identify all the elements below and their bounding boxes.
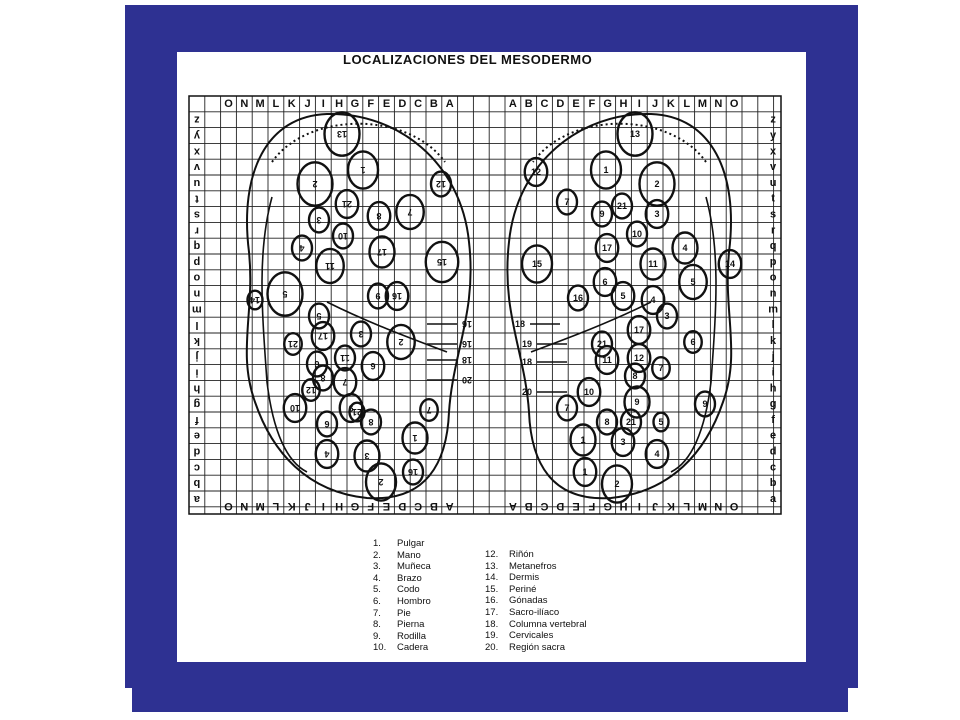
zone-number-left: 1 — [360, 165, 366, 175]
zone-number-right: 12 — [530, 167, 542, 177]
zone-number-right: 7 — [564, 197, 570, 207]
column-letter-bottom-left: L — [272, 500, 280, 513]
zone-number-left: 2 — [398, 337, 404, 347]
legend-label: Pie — [397, 607, 411, 619]
row-letter-right: q — [769, 240, 777, 253]
arrow-label-right: 18 — [514, 319, 526, 329]
row-letter-left: k — [193, 334, 200, 347]
legend-number: 19. — [485, 630, 499, 642]
column-letter-top-right: J — [652, 97, 659, 110]
zone-number-right: 13 — [629, 129, 641, 139]
legend-number: 3. — [373, 561, 381, 573]
column-letter-bottom-right: E — [572, 500, 580, 513]
column-letter-top-left: E — [382, 97, 391, 110]
zone-number-left: 11 — [325, 261, 335, 271]
zone-number-left: 2 — [378, 477, 384, 487]
row-letter-left: f — [195, 413, 199, 426]
zone-number-right: 11 — [602, 355, 612, 365]
row-letter-left: e — [193, 429, 200, 442]
legend-label: Riñón — [509, 549, 534, 560]
column-letter-top-right: I — [637, 97, 641, 110]
zone-number-left: 10 — [289, 403, 301, 413]
column-letter-top-right: L — [683, 97, 691, 110]
column-letter-top-right: O — [729, 97, 739, 110]
legend-number: 7. — [373, 607, 381, 619]
row-letter-left: g — [193, 398, 201, 411]
column-letter-top-right: E — [572, 97, 580, 110]
column-letter-bottom-left: E — [382, 500, 391, 513]
legend-item — [485, 549, 587, 561]
column-letter-bottom-left: I — [321, 500, 325, 513]
legend-number: 6. — [373, 595, 381, 607]
row-letter-left: l — [195, 319, 199, 332]
zone-number-right: 9 — [634, 397, 640, 407]
zone-number-left: 17 — [376, 247, 388, 257]
arrow-label-right: 19 — [521, 339, 533, 349]
row-letter-left: y — [193, 129, 200, 142]
zone-number-left: 4 — [324, 449, 330, 459]
legend-item — [373, 573, 431, 585]
column-letter-top-left: D — [398, 97, 407, 110]
row-letter-right: y — [770, 129, 777, 142]
row-letter-right: f — [771, 413, 775, 426]
zone-number-left: 6 — [314, 359, 320, 369]
zone-number-right: 3 — [664, 311, 670, 321]
legend-number: 15. — [485, 583, 499, 595]
column-letter-top-right: B — [524, 97, 533, 110]
zone-number-right: 1 — [582, 467, 588, 477]
zone-number-right: 3 — [620, 437, 626, 447]
column-letter-bottom-right: H — [619, 500, 628, 513]
column-letter-top-right: K — [666, 97, 675, 110]
column-letter-top-right: N — [714, 97, 723, 110]
legend-label: Pulgar — [397, 538, 425, 549]
column-letter-bottom-left: G — [350, 500, 360, 513]
row-letter-right: g — [769, 398, 777, 411]
zone-number-right: 1 — [580, 435, 586, 445]
row-letter-right: d — [769, 445, 777, 458]
zone-number-left: 8 — [376, 211, 382, 221]
column-letter-bottom-left: F — [367, 500, 375, 513]
legend-column-right — [485, 549, 587, 653]
zone-number-right: 4 — [682, 243, 688, 253]
legend-number: 1. — [373, 538, 381, 549]
row-letter-left: p — [193, 255, 201, 268]
legend-item — [485, 584, 587, 596]
zone-number-right: 21 — [596, 339, 608, 349]
column-letter-bottom-left: D — [398, 500, 407, 513]
arrow-label-left: 20 — [461, 375, 473, 385]
row-letter-left: s — [193, 208, 200, 221]
row-letter-left: z — [194, 113, 200, 126]
column-letter-bottom-left: H — [335, 500, 344, 513]
legend-number: 20. — [485, 641, 499, 653]
row-letter-left: r — [194, 224, 200, 237]
zone-number-left: 16 — [407, 467, 419, 477]
column-letter-bottom-left: J — [304, 500, 311, 513]
legend-label: Región sacra — [509, 641, 565, 653]
row-letter-right: u — [769, 176, 777, 189]
legend-number: 5. — [373, 584, 381, 596]
legend-number: 13. — [485, 560, 499, 572]
zone-number-left: 7 — [407, 207, 413, 217]
row-letter-left: x — [193, 145, 200, 158]
column-letter-top-left: F — [367, 97, 375, 110]
column-letter-top-left: M — [255, 97, 265, 110]
row-letter-right: b — [769, 477, 777, 490]
legend-label: Periné — [509, 583, 537, 595]
row-letter-right: n — [769, 287, 777, 300]
legend-item — [373, 608, 431, 620]
column-letter-top-right: D — [556, 97, 565, 110]
zone-number-left: 21 — [287, 339, 299, 349]
zone-number-left: 1 — [412, 433, 418, 443]
column-letter-bottom-right: F — [588, 500, 596, 513]
zone-number-right: 12 — [633, 353, 645, 363]
column-letter-bottom-right: L — [683, 500, 691, 513]
legend-item — [485, 607, 587, 619]
legend-item — [373, 619, 431, 631]
legend-label: Muñeca — [397, 561, 431, 573]
column-letter-bottom-right: M — [697, 500, 708, 513]
legend-label: Pierna — [397, 619, 425, 631]
legend-number: 9. — [373, 630, 381, 642]
row-letter-right: t — [771, 192, 775, 205]
column-letter-bottom-left: N — [240, 500, 249, 513]
zone-number-left: 16 — [391, 291, 403, 301]
zone-number-right: 7 — [564, 403, 570, 413]
row-letter-left: u — [193, 176, 201, 189]
zone-number-right: 11 — [648, 259, 658, 269]
zone-number-left: 12 — [305, 385, 317, 395]
legend-item — [373, 538, 431, 550]
legend-label: Columna vertebral — [509, 618, 587, 630]
legend-label: Brazo — [397, 572, 422, 584]
zone-number-left: 3 — [316, 215, 322, 225]
column-letter-top-left: B — [429, 97, 438, 110]
column-letter-top-right: F — [588, 97, 596, 110]
zone-number-right: 4 — [650, 295, 656, 305]
column-letter-bottom-right: N — [714, 500, 723, 513]
row-letter-right: c — [770, 461, 777, 474]
zone-number-right: 5 — [690, 277, 696, 287]
zone-number-left: 4 — [299, 243, 305, 253]
row-letter-right: m — [768, 303, 778, 316]
zone-number-right: 17 — [601, 243, 613, 253]
zone-number-right: 21 — [625, 417, 637, 427]
column-letter-top-right: C — [540, 97, 549, 110]
zone-number-left: 10 — [337, 231, 349, 241]
column-letter-top-right: G — [603, 97, 612, 110]
legend-item — [373, 561, 431, 573]
legend-label: Dermis — [509, 572, 540, 584]
row-letter-right: i — [771, 366, 775, 379]
column-letter-bottom-right: J — [652, 500, 659, 513]
column-letter-bottom-right: A — [508, 500, 517, 513]
column-letter-top-left: O — [224, 97, 233, 110]
row-letter-right: v — [770, 161, 777, 174]
zone-number-left: 8 — [320, 373, 326, 383]
zone-number-left: 21 — [341, 199, 353, 209]
zone-number-right: 1 — [603, 165, 609, 175]
legend-number: 10. — [373, 642, 387, 654]
row-letter-left: v — [193, 161, 200, 174]
zone-number-right: 9 — [599, 209, 605, 219]
row-letter-right: l — [771, 319, 775, 332]
zone-number-left: 17 — [317, 331, 329, 341]
arrow-label-left: 16 — [461, 319, 473, 329]
column-letter-top-left: J — [304, 97, 311, 110]
legend-item — [373, 596, 431, 608]
zone-number-right: 10 — [583, 387, 595, 397]
arrow-label-right: 18 — [521, 357, 533, 367]
zone-number-right: 21 — [616, 201, 628, 211]
zone-number-left: 3 — [358, 329, 364, 339]
column-letter-bottom-left: M — [255, 500, 265, 513]
legend-label: Hombro — [397, 595, 431, 607]
row-letter-right: h — [769, 382, 777, 395]
zone-number-left: 14 — [249, 295, 261, 305]
legend-label: Sacro-ilíaco — [509, 606, 560, 618]
row-letter-right: j — [771, 350, 775, 363]
legend-label: Codo — [397, 584, 420, 596]
legend-item — [373, 584, 431, 596]
legend-label: Cervicales — [509, 630, 554, 642]
legend-item — [485, 619, 587, 631]
row-letter-left: n — [193, 287, 201, 300]
arrow-label-right: 20 — [521, 387, 533, 397]
legend-item — [485, 642, 587, 654]
row-letter-left: m — [192, 303, 202, 316]
row-letter-left: q — [193, 240, 201, 253]
arrow-label-left: 16 — [461, 339, 473, 349]
zone-number-right: 6 — [690, 337, 696, 347]
column-letter-top-right: M — [697, 97, 708, 110]
legend-item — [373, 642, 431, 654]
zone-number-left: 9 — [348, 403, 354, 413]
legend-number: 4. — [373, 572, 381, 584]
legend-number: 17. — [485, 606, 499, 618]
zone-number-right: 5 — [620, 291, 626, 301]
column-letter-bottom-left: O — [224, 500, 233, 513]
zone-number-left: 12 — [435, 179, 447, 189]
row-letter-left: d — [193, 445, 201, 458]
column-letter-bottom-right: D — [556, 500, 565, 513]
row-letter-left: o — [193, 271, 201, 284]
column-letter-top-left: I — [321, 97, 325, 110]
column-letter-top-left: L — [272, 97, 280, 110]
zone-number-right: 9 — [702, 399, 708, 409]
row-letter-right: z — [770, 113, 776, 126]
legend-label: Mano — [397, 549, 421, 561]
column-letter-bottom-right: C — [540, 500, 549, 513]
zone-number-left: 6 — [370, 361, 376, 371]
legend-number: 2. — [373, 549, 381, 561]
row-letter-right: s — [770, 208, 777, 221]
column-letter-top-left: K — [287, 97, 296, 110]
page-title: LOCALIZACIONES DEL MESODERMO — [343, 52, 593, 67]
zone-number-right: 14 — [724, 259, 736, 269]
row-letter-left: t — [195, 192, 199, 205]
zone-number-left: 2 — [312, 179, 318, 189]
row-letter-right: p — [769, 255, 777, 268]
legend-number: 12. — [485, 549, 499, 560]
column-letter-bottom-left: C — [414, 500, 423, 513]
row-letter-right: x — [770, 145, 777, 158]
zone-number-right: 15 — [531, 259, 543, 269]
legend-label: Gónadas — [509, 595, 548, 607]
zone-number-right: 8 — [604, 417, 610, 427]
zone-number-left: 11 — [340, 353, 350, 363]
row-letter-left: a — [193, 492, 200, 505]
zone-number-left: 7 — [426, 405, 432, 415]
row-letter-left: j — [195, 350, 199, 363]
zone-number-right: 16 — [572, 293, 584, 303]
legend-number: 16. — [485, 595, 499, 607]
legend-item — [373, 550, 431, 562]
legend-item — [485, 572, 587, 584]
column-letter-bottom-left: K — [287, 500, 296, 513]
row-letter-right: a — [770, 492, 777, 505]
column-letter-bottom-right: G — [603, 500, 612, 513]
column-letter-bottom-right: I — [637, 500, 641, 513]
row-letter-right: e — [770, 429, 777, 442]
row-letter-left: b — [193, 477, 201, 490]
zone-number-left: 13 — [336, 129, 348, 139]
legend-label: Metanefros — [509, 560, 557, 572]
zone-number-left: 9 — [375, 291, 381, 301]
zone-number-right: 6 — [602, 277, 608, 287]
zone-number-right: 4 — [654, 449, 660, 459]
column-letter-top-right: H — [619, 97, 628, 110]
zone-number-left: 5 — [282, 289, 288, 299]
legend-label: Cadera — [397, 642, 429, 654]
zone-number-left: 5 — [316, 311, 322, 321]
column-letter-top-right: A — [508, 97, 517, 110]
zone-number-left: 7 — [342, 377, 348, 387]
column-letter-top-left: H — [335, 97, 344, 110]
row-letter-right: r — [770, 224, 776, 237]
column-letter-bottom-right: K — [666, 500, 675, 513]
zone-number-right: 8 — [632, 371, 638, 381]
column-letter-bottom-left: B — [429, 500, 438, 513]
legend-item — [485, 630, 587, 642]
row-letter-right: o — [769, 271, 777, 284]
legend-item — [373, 631, 431, 643]
legend-number: 14. — [485, 572, 499, 584]
legend-number: 8. — [373, 619, 381, 631]
column-letter-top-left: G — [350, 97, 360, 110]
zone-number-right: 2 — [614, 479, 620, 489]
row-letter-left: c — [193, 461, 200, 474]
zone-number-right: 7 — [658, 363, 664, 373]
column-letter-bottom-right: B — [524, 500, 533, 513]
column-letter-top-left: N — [240, 97, 249, 110]
legend-number: 18. — [485, 618, 499, 630]
zone-number-right: 10 — [631, 229, 643, 239]
legend-item — [485, 561, 587, 573]
arrow-label-left: 18 — [461, 355, 473, 365]
zone-number-left: 6 — [324, 419, 330, 429]
content-panel — [177, 52, 806, 662]
zone-number-right: 5 — [658, 417, 664, 427]
column-letter-bottom-left: A — [445, 500, 454, 513]
zone-number-left: 3 — [364, 451, 370, 461]
row-letter-left: h — [193, 382, 201, 395]
zone-number-left: 8 — [368, 417, 374, 427]
legend-item — [485, 595, 587, 607]
column-letter-bottom-right: O — [729, 500, 739, 513]
row-letter-right: k — [770, 334, 777, 347]
legend-column-left — [373, 538, 431, 654]
row-letter-left: i — [195, 366, 199, 379]
zone-number-left: 21 — [351, 407, 363, 417]
column-letter-top-left: A — [445, 97, 454, 110]
legend-label: Rodilla — [397, 630, 427, 642]
zone-number-left: 15 — [436, 257, 448, 267]
column-letter-top-left: C — [414, 97, 423, 110]
zone-number-right: 2 — [654, 179, 660, 189]
zone-number-right: 17 — [633, 325, 645, 335]
zone-number-right: 3 — [654, 209, 660, 219]
